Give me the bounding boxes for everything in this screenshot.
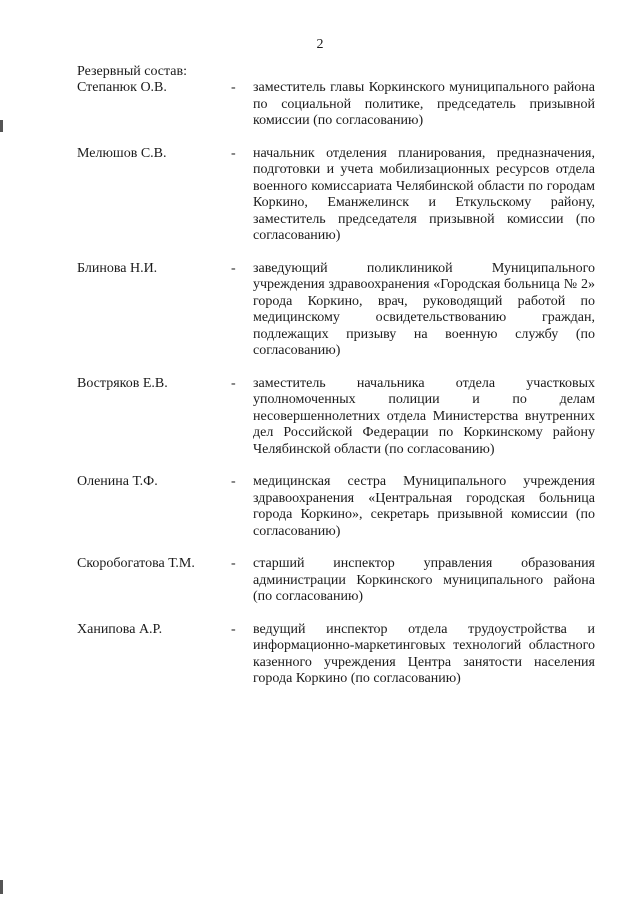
member-position: старший инспектор управления образования администрации Коркинского муниципального района (по согласованию) (253, 556, 595, 604)
roster-entry (0, 146, 640, 245)
member-name: Востряков Е.В. (77, 375, 168, 391)
entry-dash: - (231, 145, 236, 161)
entry-dash: - (231, 474, 236, 489)
roster-entry (0, 556, 640, 606)
roster-entry (0, 622, 640, 688)
entry-dash: - (231, 621, 236, 637)
member-name: Ханипова А.Р. (77, 621, 163, 637)
member-position: начальник отделения планирования, предназначения, подготовки и учета мобилизационных ресурсов отдела военного комиссариата Челябинской области по городам Коркино, Еманжелинск и Еткульскому району, заместитель председателя призывной комиссии (по согласованию) (253, 145, 595, 243)
member-name: Блинова Н.И. (77, 260, 158, 276)
member-position: заведующий поликлиникой Муниципального учреждения здравоохранения «Городская больница № 2» города Коркино, врач, руководящий работой по медицинскому освидетельствованию граждан, подлежащих призыву на военную службу (по согласованию) (253, 260, 595, 358)
roster-entry (0, 474, 640, 540)
roster-entry (0, 80, 640, 130)
member-name: Оленина Т.Ф. (77, 474, 158, 489)
member-position: заместитель начальника отдела участковых уполномоченных полиции и по делам несовершеннолетних отдела Министерства внутренних дел Российской Федерации по Коркинскому району Челябинской области (по согласованию) (253, 375, 595, 457)
member-name: Степанюк О.В. (77, 80, 167, 95)
entry-dash: - (231, 260, 236, 276)
member-position: ведущий инспектор отдела трудоустройства и информационно-маркетинговых технологий областного казенного учреждения Центра занятости населения города Коркино (по согласованию) (253, 621, 595, 686)
section-title: Резервный состав: (77, 64, 188, 79)
member-position: заместитель главы Коркинского муниципального района по социальной политике, председатель призывной комиссии (по согласованию) (253, 80, 595, 128)
entry-dash: - (231, 556, 236, 571)
roster-entry (0, 261, 640, 360)
entry-dash: - (231, 80, 236, 95)
roster-entry (0, 376, 640, 459)
scan-edge-mark (0, 880, 3, 894)
roster-list (0, 80, 640, 704)
page-number: 2 (316, 37, 324, 52)
member-position: медицинская сестра Муниципального учреждения здравоохранения «Центральная городская больница города Коркино», секретарь призывной комиссии (по согласованию) (253, 474, 595, 539)
member-name: Скоробогатова Т.М. (77, 556, 195, 571)
entry-dash: - (231, 375, 236, 391)
member-name: Мелюшов С.В. (77, 145, 167, 161)
